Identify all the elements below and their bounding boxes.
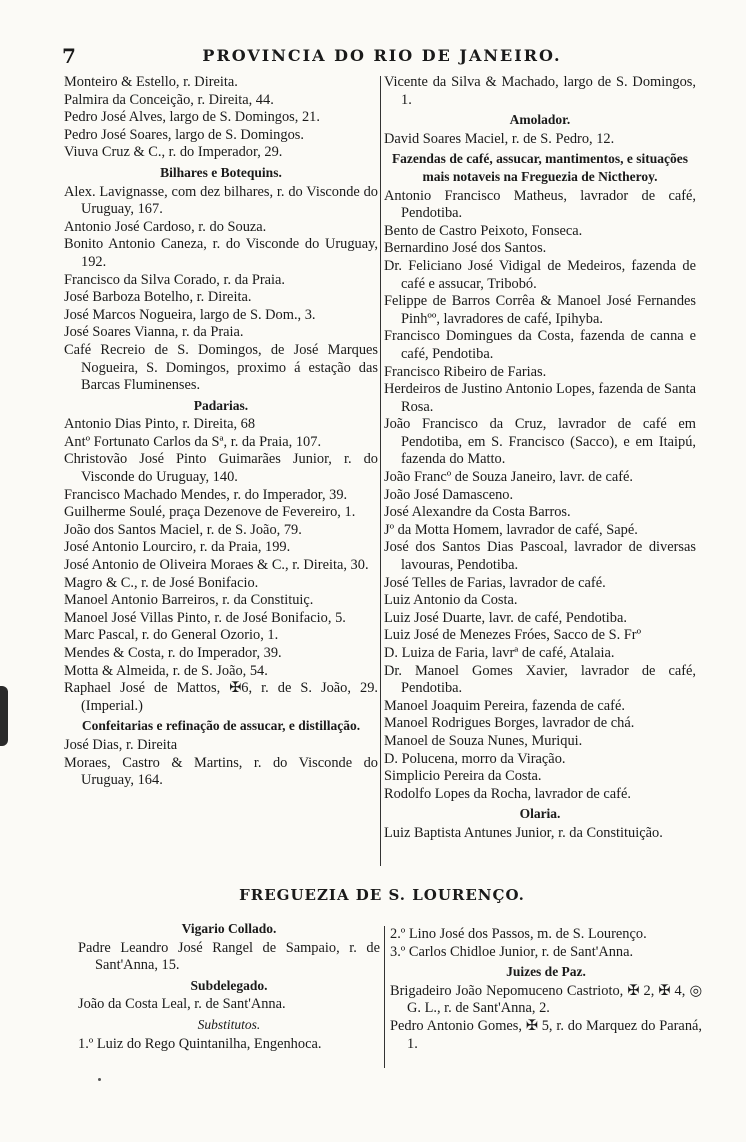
parish-column-divider: [384, 926, 385, 1068]
right-column: [384, 74, 696, 843]
directory-entry: Antº Fortunato Carlos da Sª, r. da Praia, 107.: [64, 433, 322, 450]
directory-entry: Dr. Feliciano José Vidigal de Medeiros, fazenda de café e assucar, Tribobó.: [384, 257, 696, 292]
directory-entry: Moraes, Castro & Martins, r. do Visconde do Uruguay, 164.: [64, 754, 378, 789]
directory-entry: Francisco Machado Mendes, r. do Imperador, 39.: [64, 486, 348, 503]
section-heading: Substitutos.: [197, 1016, 261, 1032]
directory-entry: Bonito Antonio Caneza, r. do Visconde do Uruguay, 192.: [64, 236, 378, 270]
directory-entry: Pedro Antonio Gomes, ✠ 5, r. do Marquez do Paraná, 1.: [390, 1017, 702, 1052]
directory-entry: Marc Pascal, r. do General Ozorio, 1.: [64, 627, 279, 644]
directory-entry: Simplicio Pereira da Costa.: [384, 768, 542, 785]
directory-entry: Rodolfo Lopes da Rocha, lavrador de café.: [384, 785, 631, 802]
directory-entry: Luiz José de Menezes Fróes, Sacco de S. Frº: [384, 627, 642, 644]
directory-entry: Padre Leandro José Rangel de Sampaio, r. de Sant'Anna, 15.: [78, 939, 380, 974]
directory-entry: Felippe de Barros Corrêa & Manoel José Fernandes Pinhºº, lavradores de café, Ipihyba.: [384, 293, 696, 327]
directory-entry: Manoel Joaquim Pereira, fazenda de café.: [384, 697, 625, 714]
directory-entry: Raphael José de Mattos, ✠6, r. de S. João, 29. (Imperial.): [64, 680, 378, 714]
section-heading: Juizes de Paz.: [506, 964, 586, 980]
directory-entry: José Barboza Botelho, r. Direita.: [64, 289, 252, 306]
directory-entry: Jº da Motta Homem, lavrador de café, Sapé.: [384, 521, 638, 538]
directory-entry: José Antonio Lourciro, r. da Praia, 199.: [64, 539, 291, 556]
left-column: [64, 74, 378, 790]
directory-entry: Bernardino José dos Santos.: [384, 240, 547, 257]
directory-entry: Manoel Antonio Barreiros, r. da Constituiç.: [64, 592, 314, 609]
directory-entry: D. Luiza de Faria, lavrª de café, Atalaia.: [384, 645, 615, 661]
directory-entry: Pedro José Soares, largo de S. Domingos.: [64, 126, 304, 143]
directory-entry: Francisco Ribeiro de Farias.: [384, 363, 547, 380]
directory-entry: José Dias, r. Direita: [64, 736, 178, 753]
directory-entry: Mendes & Costa, r. do Imperador, 39.: [64, 645, 282, 661]
directory-entry: Monteiro & Estello, r. Direita.: [64, 74, 238, 90]
directory-entry: João Francº de Souza Janeiro, lavr. de café.: [384, 469, 634, 486]
directory-entry: João Francisco da Cruz, lavrador de café em Pendotiba, em S. Francisco (Sacco), e em Itaipú, fazenda do Matto.: [384, 416, 696, 468]
directory-entry: Manoel Rodrigues Borges, lavrador de chá.: [384, 715, 635, 732]
section-heading: Bilhares e Botequins.: [160, 164, 282, 180]
directory-entry: Guilherme Soulé, praça Dezenove de Fevereiro, 1.: [64, 504, 356, 521]
directory-entry: José Marcos Nogueira, largo de S. Dom., 3.: [64, 306, 316, 323]
parish-left-column: [78, 918, 380, 1053]
directory-entry: José dos Santos Dias Pascoal, lavrador de diversas lavouras, Pendotiba.: [384, 539, 696, 574]
directory-entry: João José Damasceno.: [384, 486, 514, 503]
section-heading: Confeitarias e refinação de assucar, e distillação.: [81, 718, 361, 734]
directory-entry: Francisco Domingues da Costa, fazenda de canna e café, Pendotiba.: [384, 328, 696, 362]
directory-entry: Brigadeiro João Nepomuceno Castrioto, ✠ 2, ✠ 4, ◎ G. L., r. de Sant'Anna, 2.: [390, 982, 702, 1017]
directory-entry: Luiz Baptista Antunes Junior, r. da Constituição.: [384, 824, 663, 841]
directory-entry: Motta & Almeida, r. de S. João, 54.: [64, 662, 268, 679]
directory-entry: Pedro José Alves, largo de S. Domingos, 21.: [64, 109, 320, 126]
directory-entry: Palmira da Conceição, r. Direita, 44.: [64, 91, 274, 108]
directory-entry: Antonio Dias Pinto, r. Direita, 68: [64, 416, 256, 433]
directory-entry: Antonio Francisco Matheus, lavrador de café, Pendotiba.: [384, 187, 696, 222]
directory-entry: José Antonio de Oliveira Moraes & C., r. Direita, 30.: [64, 557, 369, 574]
directory-entry: Café Recreio de S. Domingos, de José Marques Nogueira, S. Domingos, proximo á estação das Barcas Fluminenses.: [64, 341, 378, 394]
parish-title: FREGUEZIA DE S. LOURENÇO.: [239, 886, 525, 904]
section-heading: Padarias.: [193, 397, 249, 413]
directory-entry: José Alexandre da Costa Barros.: [384, 504, 571, 521]
page-header: [62, 44, 702, 68]
directory-entry: Bento de Castro Peixoto, Fonseca.: [384, 222, 583, 239]
directory-entry: Dr. Manoel Gomes Xavier, lavrador de café, Pendotiba.: [384, 662, 696, 697]
column-divider: [380, 76, 381, 866]
directory-entry: Vicente da Silva & Machado, largo de S. Domingos, 1.: [384, 74, 696, 108]
directory-entry: José Telles de Farias, lavrador de café.: [384, 574, 606, 591]
directory-entry: Antonio José Cardoso, r. do Souza.: [64, 218, 267, 235]
directory-entry: João dos Santos Maciel, r. de S. João, 79.: [64, 521, 302, 538]
ink-speck: [98, 1078, 101, 1081]
section-heading: Olaria.: [519, 806, 561, 822]
section-heading: Subdelegado.: [190, 977, 268, 993]
directory-entry: 2.º Lino José dos Passos, m. de S. Lourenço.: [390, 926, 647, 942]
directory-entry: José Soares Vianna, r. da Praia.: [64, 324, 244, 341]
directory-entry: Manoel de Souza Nunes, Muriqui.: [384, 732, 583, 749]
directory-entry: Alex. Lavignasse, com dez bilhares, r. do Visconde do Uruguay, 167.: [64, 183, 378, 218]
binding-shadow: [0, 686, 8, 746]
directory-entry: 3.º Carlos Chidloe Junior, r. de Sant'Anna.: [390, 943, 634, 960]
page-number: 7: [62, 44, 76, 68]
directory-entry: D. Polucena, morro da Viração.: [384, 750, 566, 767]
directory-entry: Francisco da Silva Corado, r. da Praia.: [64, 271, 286, 288]
parish-right-column: [390, 926, 702, 1053]
directory-entry: Magro & C., r. de José Bonifacio.: [64, 574, 259, 591]
running-head: PROVINCIA DO RIO DE JANEIRO.: [202, 46, 562, 65]
directory-entry: João da Costa Leal, r. de Sant'Anna.: [78, 996, 286, 1013]
directory-entry: Herdeiros de Justino Antonio Lopes, fazenda de Santa Rosa.: [384, 381, 696, 415]
section-heading: Vigario Collado.: [181, 921, 277, 936]
directory-entry: Luiz Antonio da Costa.: [384, 592, 518, 609]
directory-entry: Luiz José Duarte, lavr. de café, Pendotiba.: [384, 609, 627, 626]
section-heading: Fazendas de café, assucar, mantimentos, e situações mais notaveis na Freguezia de Nictheroy.: [391, 151, 689, 184]
directory-entry: Viuva Cruz & C., r. do Imperador, 29.: [64, 144, 283, 161]
directory-entry: David Soares Maciel, r. de S. Pedro, 12.: [384, 130, 615, 147]
directory-entry: Manoel José Villas Pinto, r. de José Bonifacio, 5.: [64, 609, 346, 626]
directory-entry: 1.º Luiz do Rego Quintanilha, Engenhoca.: [78, 1035, 322, 1052]
directory-entry: Christovão José Pinto Guimarães Junior, r. do Visconde do Uruguay, 140.: [64, 451, 378, 486]
section-heading: Amolador.: [509, 112, 571, 128]
